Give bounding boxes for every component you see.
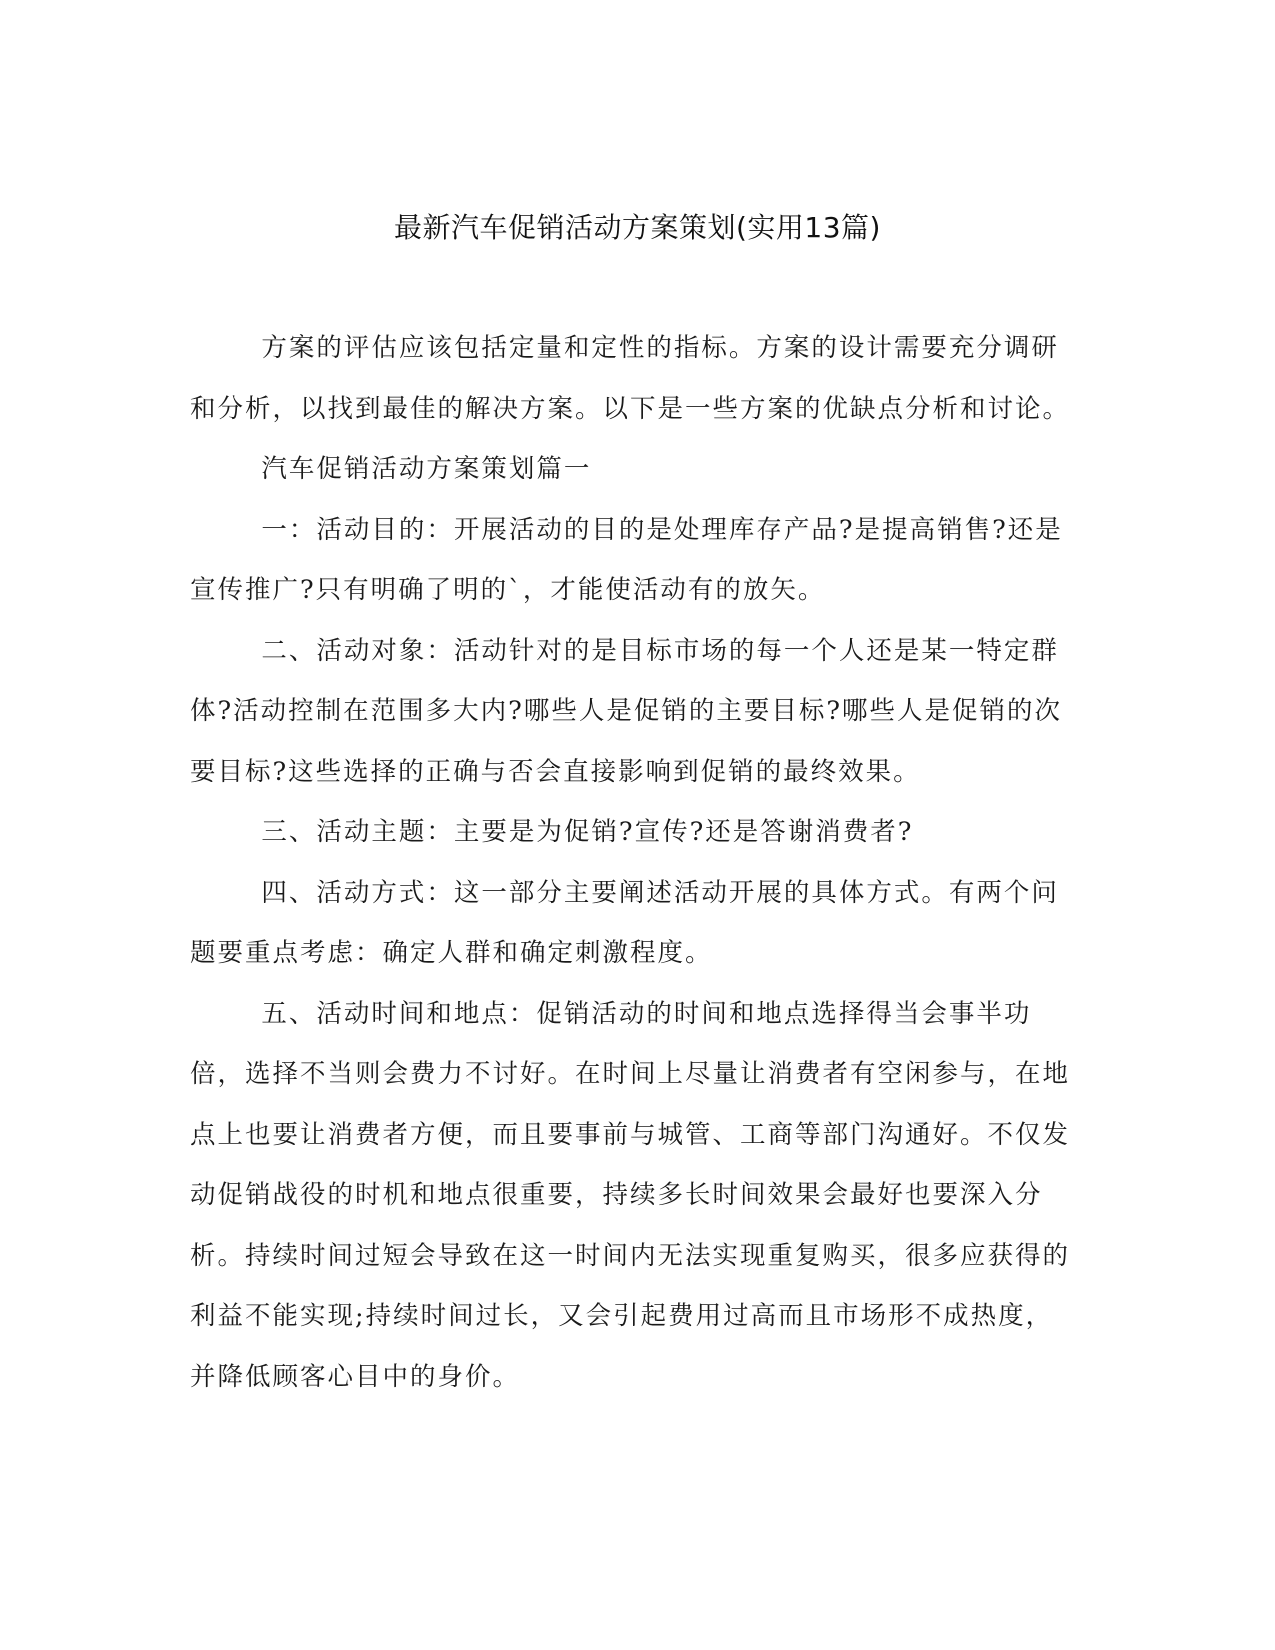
section-heading: 汽车促销活动方案策划篇一 — [261, 454, 592, 484]
paragraph-time-place: 五、活动时间和地点：促销活动的时间和地点选择得当会事半功倍，选择不当则会费力不讨好。在时间上尽量让消费者有空闲参与，在地点上也要让消费者方便，而且要事前与城管、工商等部门沟通好。不仅发动促销战役的时机和地点很重要，持续多长时间效果会最好也要深入分析。持续时间过短会导致在这一时间内无法实现重复购买，很多应获得的利益不能实现;持续时间过长，又会引起费用过高而且市场形不成热度，并降低顾客心目中的身价。 — [190, 998, 1071, 1392]
paragraph-purpose: 一：活动目的：开展活动的目的是处理库存产品?是提高销售?还是宣传推广?只有明确了明的`，才能使活动有的放矢。 — [190, 514, 1063, 605]
paragraph-intro: 方案的评估应该包括定量和定性的指标。方案的设计需要充分调研和分析，以找到最佳的解决方案。以下是一些方案的优缺点分析和讨论。 — [190, 333, 1071, 424]
paragraph-audience: 二、活动对象：活动针对的是目标市场的每一个人还是某一特定群体?活动控制在范围多大内?哪些人是促销的主要目标?哪些人是促销的次要目标?这些选择的正确与否会直接影响到促销的最终效果。 — [190, 635, 1063, 787]
paragraph-method: 四、活动方式：这一部分主要阐述活动开展的具体方式。有两个问题要重点考虑：确定人群和确定刺激程度。 — [190, 877, 1059, 968]
paragraph-theme: 三、活动主题：主要是为促销?宣传?还是答谢消费者? — [261, 817, 914, 847]
document-body — [190, 318, 1080, 1407]
document-title: 最新汽车促销活动方案策划(实用13篇) — [394, 211, 881, 244]
